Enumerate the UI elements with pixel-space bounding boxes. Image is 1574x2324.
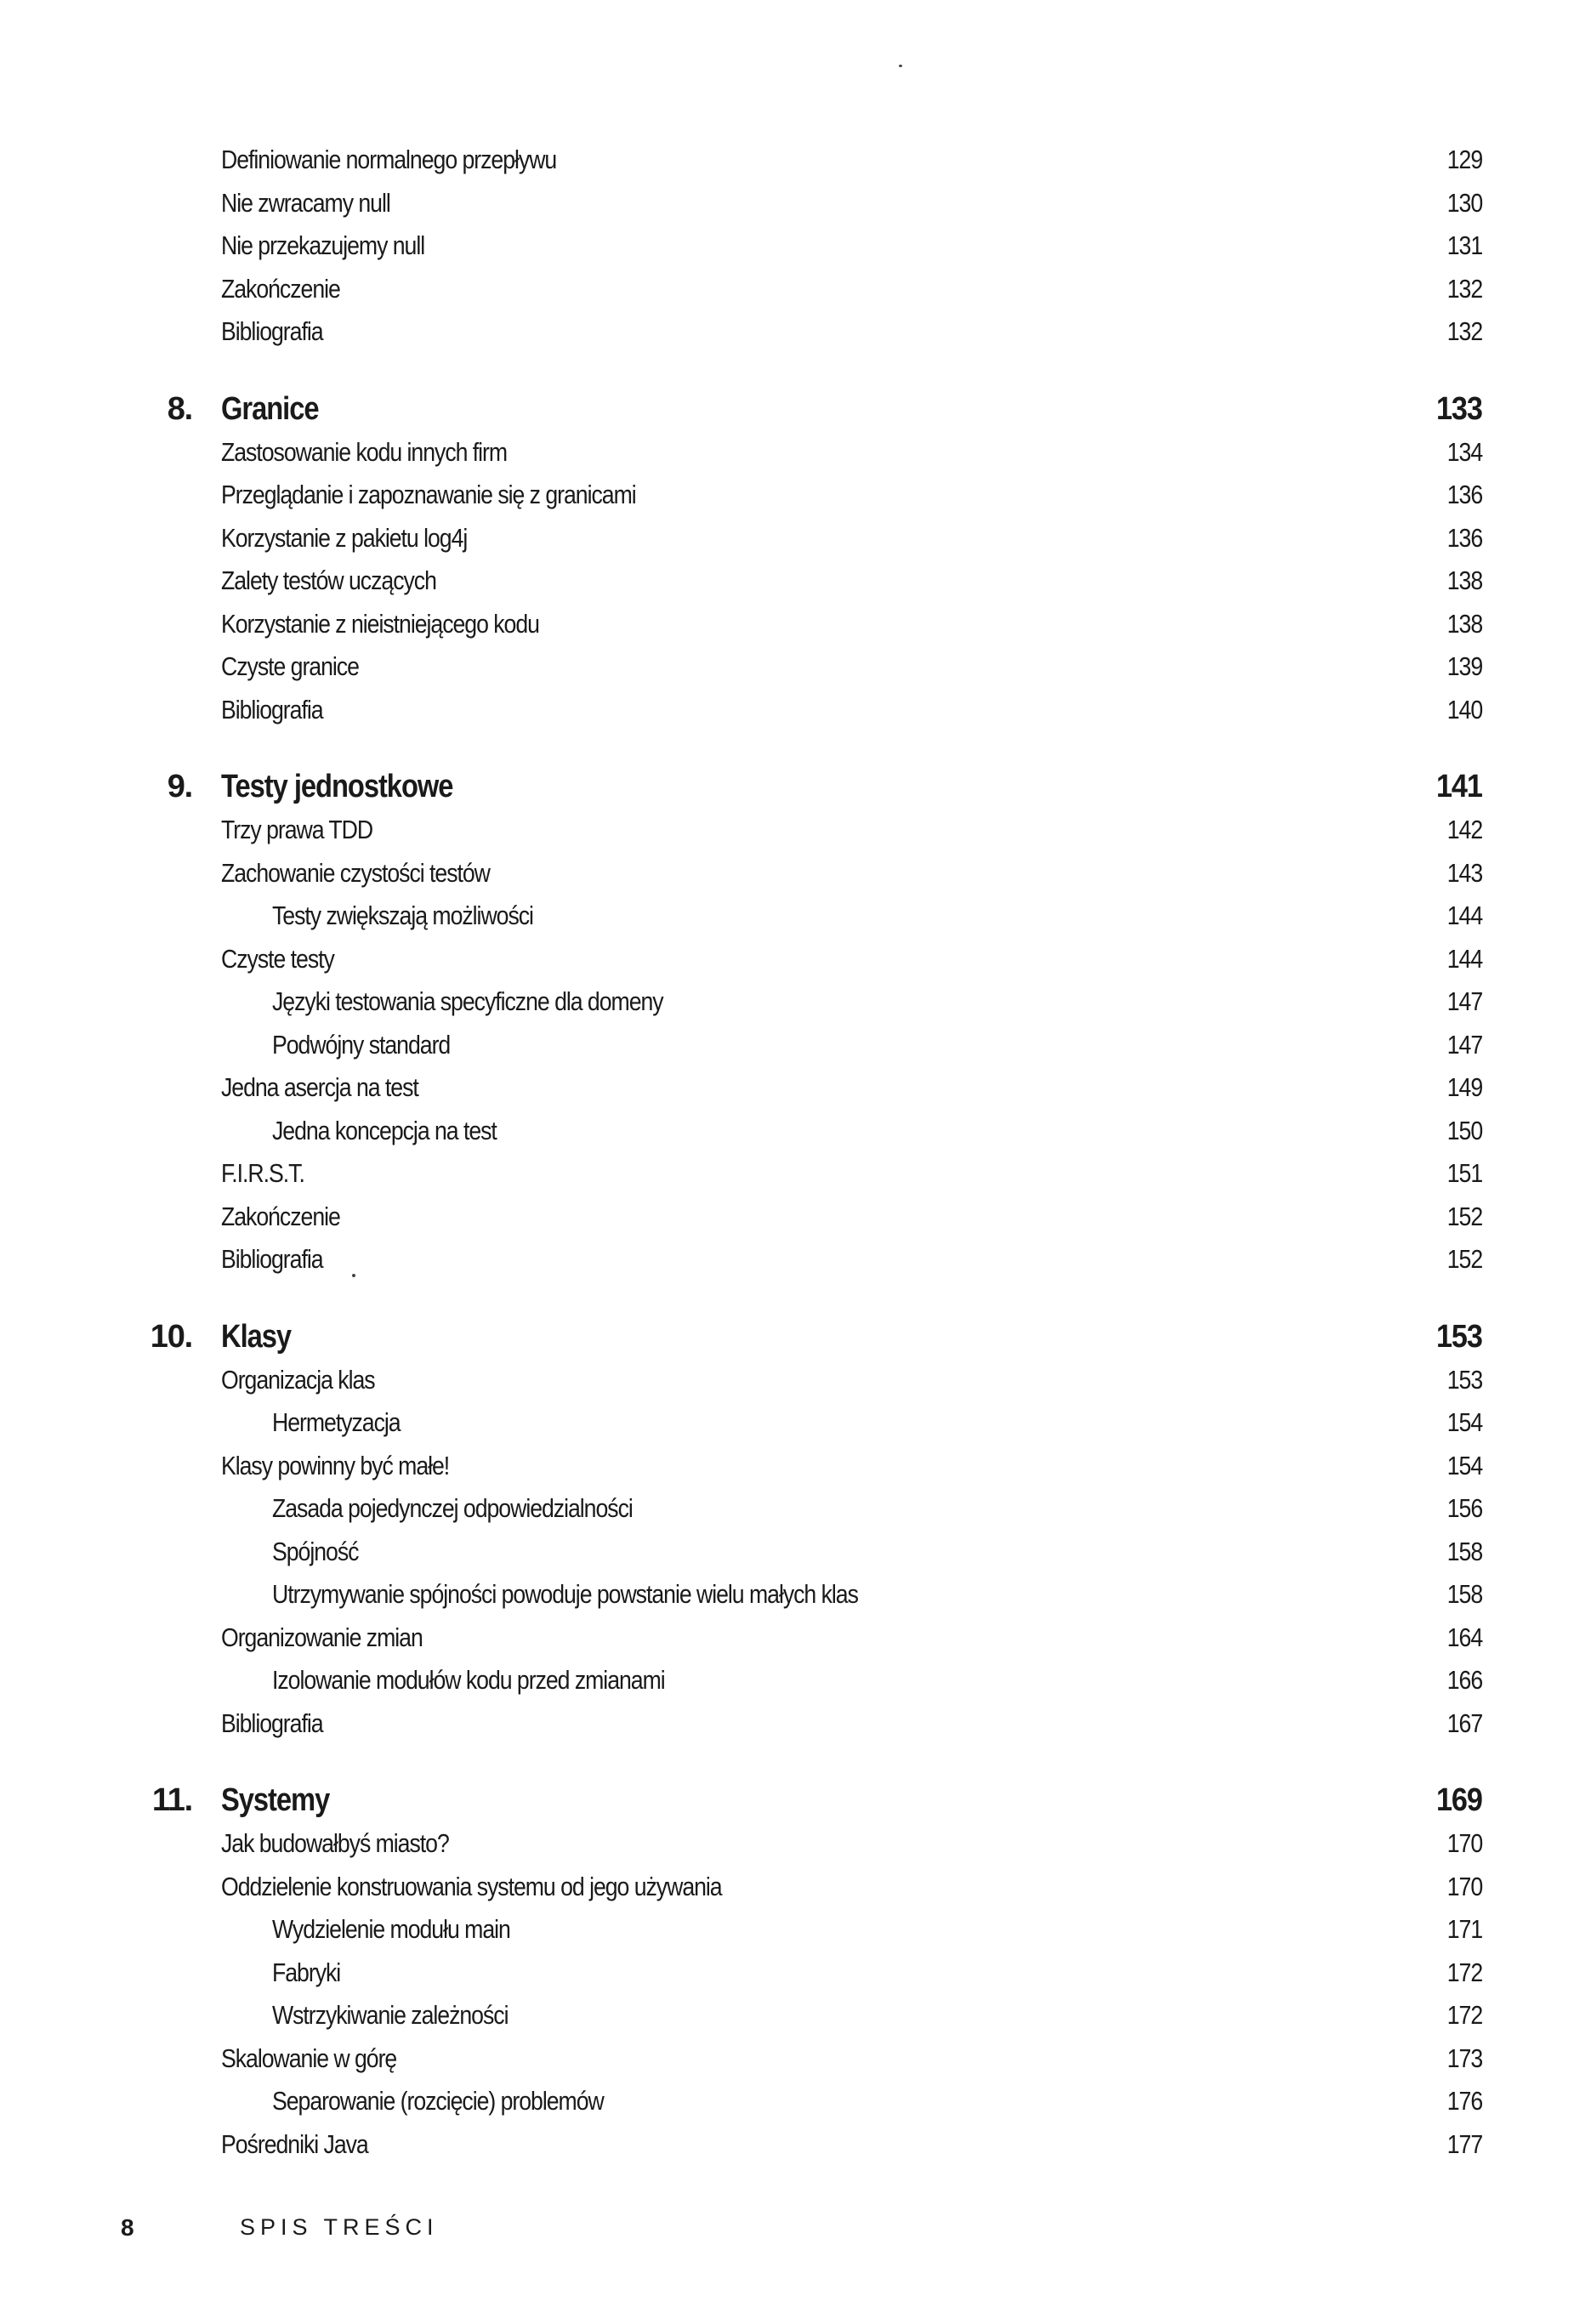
- chapter-number: 10.: [150, 1318, 192, 1355]
- toc-entry: [0, 431, 1574, 474]
- toc-entry-title: Zachowanie czystości testów: [221, 857, 490, 888]
- toc-entry: [0, 1822, 1574, 1866]
- chapter-title: Granice: [221, 390, 319, 427]
- table-of-contents: [0, 139, 1574, 2166]
- toc-entry-page: 154: [1446, 1407, 1482, 1437]
- toc-entry-page: 152: [1446, 1201, 1482, 1231]
- toc-entry: [0, 1152, 1574, 1196]
- toc-entry-page: 177: [1446, 2128, 1482, 2159]
- footer-section-label: SPIS TREŚCI: [240, 2214, 439, 2240]
- toc-entry: [0, 1066, 1574, 1110]
- toc-entry-page: 154: [1446, 1450, 1482, 1480]
- toc-entry-title: Jak budowałbyś miasto?: [221, 1828, 449, 1858]
- toc-entry-page: 172: [1446, 1957, 1482, 1987]
- toc-entry: [0, 1110, 1574, 1153]
- footer-page-number: 8: [121, 2214, 134, 2241]
- toc-entry-page: 164: [1446, 1622, 1482, 1652]
- toc-entry-page: 149: [1446, 1072, 1482, 1102]
- toc-entry-title: Zasada pojedynczej odpowiedzialności: [272, 1493, 633, 1523]
- chapter-title: Klasy: [221, 1318, 292, 1355]
- toc-entry-title: Skalowanie w górę: [221, 2043, 397, 2073]
- chapter-page: 169: [1436, 1782, 1482, 1818]
- toc-entry-page: 172: [1446, 2000, 1482, 2030]
- toc-entry: [0, 603, 1574, 646]
- toc-entry-page: 156: [1446, 1493, 1482, 1523]
- chapter-number: 8.: [167, 390, 192, 427]
- toc-entry: [0, 139, 1574, 182]
- toc-entry: [0, 852, 1574, 895]
- toc-entry: [0, 517, 1574, 560]
- toc-entry-page: 166: [1446, 1665, 1482, 1695]
- toc-entry-title: Trzy prawa TDD: [221, 815, 373, 844]
- toc-entry-title: Przeglądanie i zapoznawanie się z granicami: [221, 480, 636, 509]
- toc-entry: [0, 1617, 1574, 1660]
- toc-entry-title: Definiowanie normalnego przepływu: [221, 145, 557, 174]
- toc-entry-title: Bibliografia: [221, 1707, 323, 1738]
- scan-speck: [352, 1274, 355, 1277]
- toc-entry: [0, 1359, 1574, 1402]
- toc-entry-title: Bibliografia: [221, 316, 323, 346]
- toc-entry-title: Języki testowania specyficzne dla domeny: [272, 986, 663, 1016]
- toc-entry-page: 158: [1446, 1536, 1482, 1566]
- chapter-page: 133: [1436, 390, 1482, 427]
- toc-entry-page: 150: [1446, 1115, 1482, 1145]
- toc-entry: [0, 1908, 1574, 1952]
- toc-entry-title: Fabryki: [272, 1957, 341, 1987]
- toc-entry-title: Bibliografia: [221, 694, 323, 724]
- toc-entry: [0, 1024, 1574, 1067]
- toc-entry-title: Zakończenie: [221, 273, 340, 304]
- toc-entry: [0, 268, 1574, 311]
- toc-entry-title: Zastosowanie kodu innych firm: [221, 436, 508, 467]
- chapter-heading: [0, 1778, 1574, 1822]
- page-footer: [0, 2214, 1574, 2248]
- toc-entry-page: 144: [1446, 943, 1482, 974]
- toc-entry-title: F.I.R.S.T.: [221, 1158, 304, 1188]
- toc-entry-page: 147: [1446, 986, 1482, 1016]
- toc-entry-title: Czyste testy: [221, 943, 334, 974]
- toc-entry-page: 139: [1446, 651, 1482, 681]
- toc-entry-page: 147: [1446, 1029, 1482, 1060]
- chapter-number: 9.: [167, 769, 192, 804]
- toc-entry-page: 173: [1446, 2043, 1482, 2073]
- toc-entry-title: Bibliografia: [221, 1244, 323, 1274]
- toc-entry-page: 130: [1446, 187, 1482, 218]
- toc-entry: [0, 2123, 1574, 2167]
- toc-entry-page: 143: [1446, 857, 1482, 888]
- toc-entry: [0, 1196, 1574, 1239]
- toc-entry-page: 138: [1446, 565, 1482, 595]
- toc-entry-page: 132: [1446, 273, 1482, 304]
- chapter-number: 11.: [151, 1782, 192, 1818]
- toc-entry: [0, 980, 1574, 1024]
- toc-entry-title: Klasy powinny być małe!: [221, 1450, 450, 1480]
- toc-entry-page: 152: [1446, 1244, 1482, 1274]
- toc-entry: [0, 1659, 1574, 1702]
- toc-entry: [0, 938, 1574, 981]
- toc-entry: [0, 1531, 1574, 1574]
- toc-entry: [0, 2037, 1574, 2081]
- toc-entry: [0, 645, 1574, 689]
- scan-speck: [899, 65, 902, 67]
- toc-entry-page: 171: [1446, 1914, 1482, 1944]
- toc-entry-page: 142: [1446, 815, 1482, 844]
- toc-entry-page: 170: [1446, 1828, 1482, 1858]
- toc-entry: [0, 560, 1574, 603]
- toc-entry-page: 144: [1446, 901, 1482, 930]
- toc-entry-page: 136: [1446, 522, 1482, 553]
- toc-entry-title: Korzystanie z pakietu log4j: [221, 522, 468, 553]
- toc-entry: [0, 1994, 1574, 2037]
- toc-entry-title: Jedna koncepcja na test: [272, 1115, 497, 1145]
- toc-entry-title: Wstrzykiwanie zależności: [272, 2000, 509, 2030]
- toc-entry: [0, 809, 1574, 852]
- toc-entry-title: Jedna asercja na test: [221, 1072, 418, 1102]
- toc-entry-page: 151: [1446, 1158, 1482, 1188]
- toc-entry-page: 153: [1446, 1364, 1482, 1395]
- toc-entry-title: Pośredniki Java: [221, 2128, 368, 2159]
- toc-entry: [0, 1401, 1574, 1445]
- toc-entry-title: Izolowanie modułów kodu przed zmianami: [272, 1665, 665, 1695]
- toc-entry: [0, 1487, 1574, 1531]
- toc-entry: [0, 1952, 1574, 1995]
- toc-entry-page: 170: [1446, 1871, 1482, 1901]
- toc-entry-page: 138: [1446, 608, 1482, 639]
- toc-entry-page: 136: [1446, 480, 1482, 509]
- toc-entry: [0, 1238, 1574, 1281]
- toc-entry: [0, 689, 1574, 732]
- toc-entry-page: 167: [1446, 1707, 1482, 1738]
- toc-entry-title: Czyste granice: [221, 651, 359, 681]
- toc-entry-title: Utrzymywanie spójności powoduje powstanie wielu małych klas: [272, 1579, 858, 1609]
- toc-entry-page: 129: [1446, 145, 1482, 174]
- toc-entry-title: Organizacja klas: [221, 1364, 375, 1395]
- chapter-title: Systemy: [221, 1782, 330, 1818]
- toc-entry-title: Nie przekazujemy null: [221, 230, 425, 260]
- toc-entry-page: 176: [1446, 2086, 1482, 2116]
- toc-entry: [0, 310, 1574, 354]
- toc-entry: [0, 2080, 1574, 2123]
- toc-entry-title: Zakończenie: [221, 1201, 340, 1231]
- toc-entry: [0, 224, 1574, 268]
- toc-entry: [0, 1866, 1574, 1909]
- toc-entry-title: Separowanie (rozcięcie) problemów: [272, 2086, 604, 2116]
- toc-entry-page: 158: [1446, 1579, 1482, 1609]
- toc-entry-page: 132: [1446, 316, 1482, 346]
- toc-entry-title: Zalety testów uczących: [221, 565, 436, 595]
- toc-entry-page: 131: [1446, 230, 1482, 260]
- toc-entry-title: Oddzielenie konstruowania systemu od jego używania: [221, 1871, 722, 1901]
- toc-entry-title: Nie zwracamy null: [221, 187, 390, 218]
- toc-entry: [0, 895, 1574, 938]
- toc-entry: [0, 1573, 1574, 1617]
- chapter-page: 141: [1436, 769, 1482, 804]
- toc-entry-title: Korzystanie z nieistniejącego kodu: [221, 608, 539, 639]
- toc-entry-title: Wydzielenie modułu main: [272, 1914, 510, 1944]
- toc-entry-page: 140: [1446, 694, 1482, 724]
- toc-entry-title: Spójność: [272, 1536, 359, 1566]
- chapter-heading: [0, 764, 1574, 809]
- toc-entry: [0, 182, 1574, 225]
- chapter-heading: [0, 387, 1574, 431]
- toc-entry-title: Testy zwiększają możliwości: [272, 901, 533, 930]
- chapter-heading: [0, 1315, 1574, 1359]
- toc-entry: [0, 474, 1574, 517]
- toc-entry-title: Organizowanie zmian: [221, 1622, 423, 1652]
- chapter-title: Testy jednostkowe: [221, 769, 453, 804]
- toc-entry-title: Hermetyzacja: [272, 1407, 401, 1437]
- toc-entry: [0, 1445, 1574, 1488]
- toc-entry-page: 134: [1446, 436, 1482, 467]
- toc-entry-title: Podwójny standard: [272, 1029, 451, 1060]
- chapter-page: 153: [1436, 1318, 1482, 1355]
- toc-entry: [0, 1702, 1574, 1746]
